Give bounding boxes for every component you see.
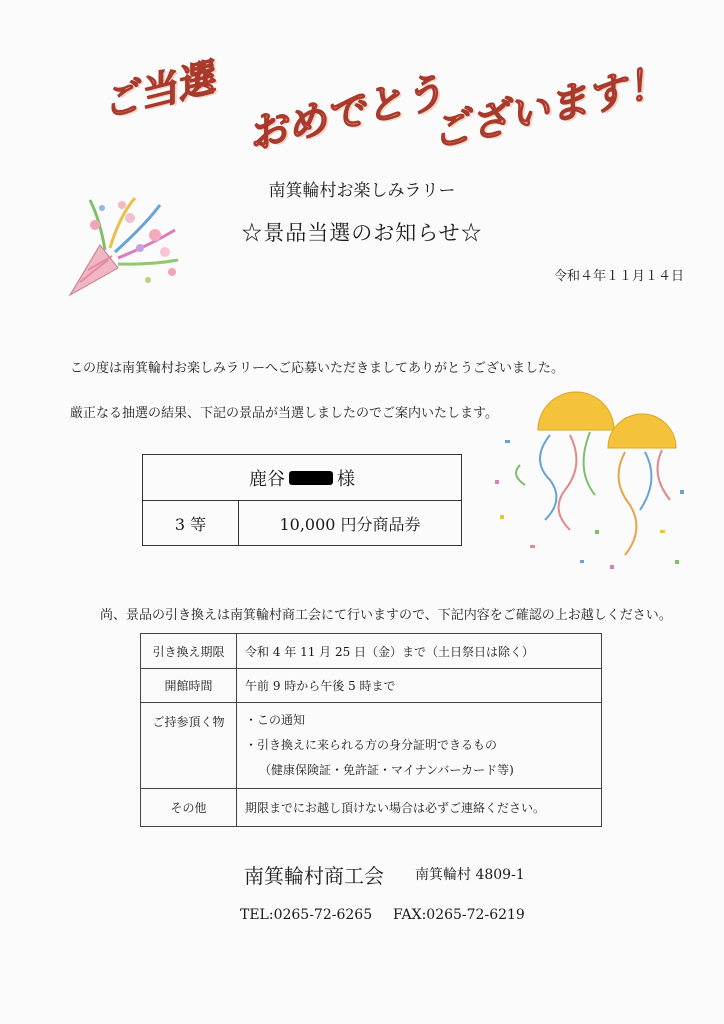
exchange-note: 尚、景品の引き換えは南箕輪村商工会にて行いますので、下記内容をご確認の上お越しください。 [100,608,672,623]
prize-table [142,454,462,546]
honorific: 様 [337,468,355,490]
issue-date: 令和４年１１月１４日 [553,269,684,284]
row-value: 令和 4 年 11 月 25 日（金）まで（土日祭日は除く） [237,634,602,669]
list-item: （健康保険証・免許証・マイナンバーカード等) [259,763,514,777]
fax: FAX:0265-72-6219 [393,907,525,923]
row-label: 開館時間 [141,669,237,703]
exchange-info-table [140,633,602,827]
row-value: 期限までにお越し頂けない場合は必ずご連絡ください。 [237,789,602,827]
list-item: ・引き換えに来られる方の身分証明できるもの [245,738,498,752]
telephone: TEL:0265-72-6265 [240,907,373,923]
prize-rank: 3 等 [143,501,239,546]
row-label: 引き換え期限 [141,634,237,669]
organization-address: 南箕輪村 4809-1 [415,867,525,883]
row-label: その他 [141,789,237,827]
organization-name: 南箕輪村商工会 [244,864,384,888]
table-row [141,669,602,703]
headline-part-3: ございます！ [426,58,671,158]
headline-part-2: おめでとう [243,69,449,159]
table-row [141,789,602,827]
headline-part-1: ご当選 [97,55,219,127]
row-label: ご持参頂く物 [141,703,237,789]
redacted-name [289,471,333,485]
party-popper-icon [60,190,190,305]
row-value: 午前 9 時から午後 5 時まで [237,669,602,703]
row-value [237,703,602,789]
thanks-paragraph: この度は南箕輪村お楽しみラリーへご応募いただきましてありがとうございました。 [70,361,565,376]
event-name: 南箕輪村お楽しみラリー [268,181,456,201]
table-row [141,634,602,669]
winner-name-row [143,455,461,501]
prize-item: 10,000 円分商品券 [279,515,421,534]
result-paragraph: 厳正なる抽選の結果、下記の景品が当選しましたのでご案内いたします。 [70,406,498,421]
balloons-confetti-icon [490,380,690,580]
prize-row [143,501,461,546]
winner-name: 鹿谷 [249,468,285,490]
table-row [141,703,602,789]
list-item: ・この通知 [245,713,306,727]
page-title: ☆景品当選のお知らせ☆ [241,221,483,245]
